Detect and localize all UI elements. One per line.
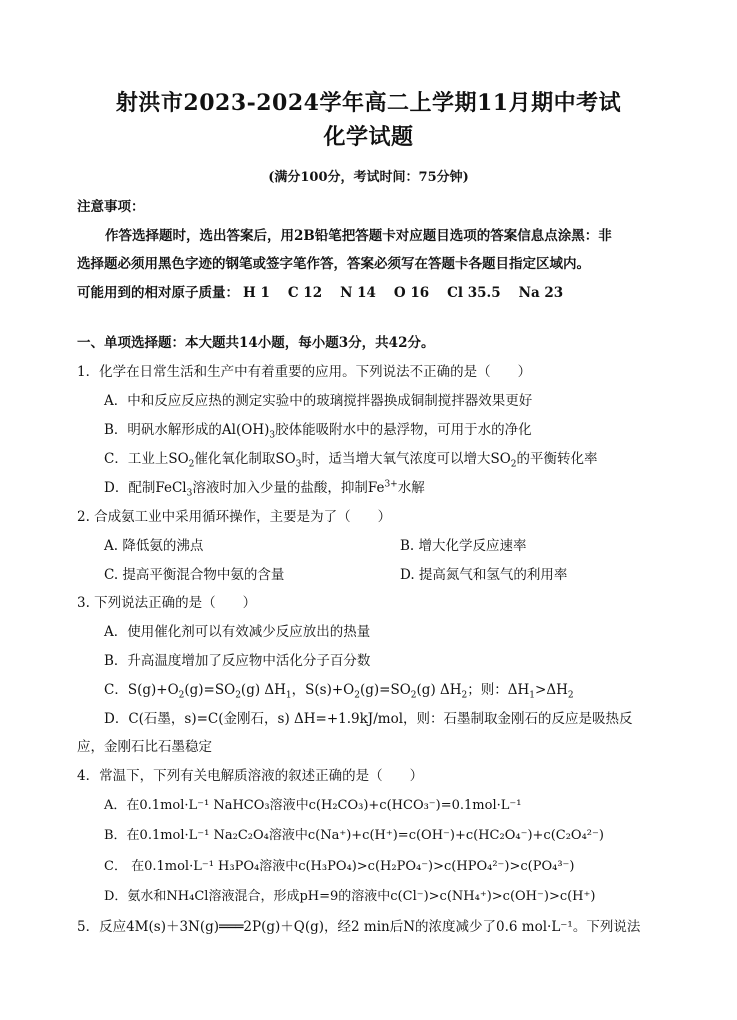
q2-option-a: A. 降低氨的沸点: [104, 538, 204, 554]
mass-na: Na 23: [518, 285, 564, 301]
q2-option-b: B. 增大化学反应速率: [400, 538, 527, 554]
q2-option-d: D. 提高氮气和氢气的利用率: [400, 567, 568, 583]
notice-heading: 注意事项：: [77, 199, 145, 215]
q3-option-a: A．使用催化剂可以有效减少反应放出的热量: [104, 624, 371, 640]
q3-option-c: C．$S(g)+O_2(g)=SO_2(g)$ $\Delta H_1$，$S(s)+O_2(g)=SO_2(g)$ $\Delta H_2$；则：$\Delta H_1>\Delta H_2$: [104, 682, 574, 701]
mass-o: O 16: [393, 285, 430, 301]
q3-option-b: B．升高温度增加了反应物中活化分子百分数: [104, 653, 371, 669]
q3-option-d-line-1: D．C(石墨，s)=C(金刚石，s) ΔH=+1.9kJ/mol，则：石墨制取金刚石的反应是吸热反: [104, 711, 633, 727]
notice-line-2: 选择题必须用黑色字迹的钢笔或签字笔作答，答案必须写在答题卡各题目指定区域内。: [77, 256, 590, 272]
mass-c: C 12: [287, 285, 323, 301]
q1-option-a: A．中和反应反应热的测定实验中的玻璃搅拌器换成铜制搅拌器效果更好: [104, 393, 533, 409]
q4-option-a: A．在0.1mol·L⁻¹ NaHCO₃溶液中c(H₂CO₃)+c(HCO₃⁻)=0.1mol·L⁻¹: [104, 798, 522, 813]
q3-option-d-line-2: 应，金刚石比石墨稳定: [77, 739, 212, 755]
q1-option-b: B．明矾水解形成的$Al(OH)_3$胶体能吸附水中的悬浮物，可用于水的净化: [104, 422, 532, 441]
exam-title: 射洪市2023-2024学年高二上学期11月期中考试: [115, 90, 622, 116]
exam-subtitle: 化学试题: [323, 124, 414, 150]
q4-option-c: C． 在0.1mol·L⁻¹ H₃PO₄溶液中c(H₃PO₄)>c(H₂PO₄⁻)>c(HPO₄²⁻)>c(PO₄³⁻): [104, 859, 575, 874]
q4-option-b: B．在0.1mol·L⁻¹ Na₂C₂O₄溶液中c(Na⁺)+c(H⁺)=c(OH⁻)+c(HC₂O₄⁻)+c(C₂O₄²⁻): [104, 828, 604, 843]
q1-stem: 1．化学在日常生活和生产中有着重要的应用。下列说法不正确的是（ ）: [77, 364, 532, 380]
notice-line-1: 作答选择题时，选出答案后，用2B铅笔把答题卡对应题目选项的答案信息点涂黑：非: [105, 228, 612, 244]
q2-option-c: C. 提高平衡混合物中氨的含量: [104, 567, 285, 583]
q3-stem: 3. 下列说法正确的是（ ）: [77, 595, 257, 611]
q1-option-d: D．配制FeCl$_3$溶液时加入少量的盐酸，抑制$Fe^{3+}$水解: [104, 479, 425, 499]
q2-stem: 2. 合成氨工业中采用循环操作，主要是为了（ ）: [77, 509, 392, 525]
mass-h: H 1: [243, 285, 270, 301]
q4-option-d: D．氨水和NH₄Cl溶液混合，形成pH=9的溶液中c(Cl⁻)>c(NH₄⁺)>c(OH⁻)>c(H⁺): [104, 889, 596, 904]
q1-option-c: C．工业上$SO_2$催化氧化制取$SO_3$时，适当增大氧气浓度可以增大$SO_2$的平衡转化率: [104, 451, 598, 470]
exam-info: (满分100分，考试时间：75分钟): [268, 170, 469, 185]
mass-cl: Cl 35.5: [447, 285, 501, 301]
mass-n: N 14: [340, 285, 376, 301]
q5-stem: 5．反应4M(s)＋3N(g)═══2P(g)＋Q(g)，经2 min后N的浓度减少了0.6 mol·L⁻¹。下列说法: [77, 919, 641, 935]
atomic-mass-line: [77, 281, 581, 301]
section-1-heading: 一、单项选择题：本大题共14小题，每小题3分，共42分。: [77, 335, 435, 351]
atomic-mass-label: 可能用到的相对原子质量：: [77, 285, 239, 301]
q4-stem: 4．常温下，下列有关电解质溶液的叙述正确的是（ ）: [77, 768, 424, 784]
